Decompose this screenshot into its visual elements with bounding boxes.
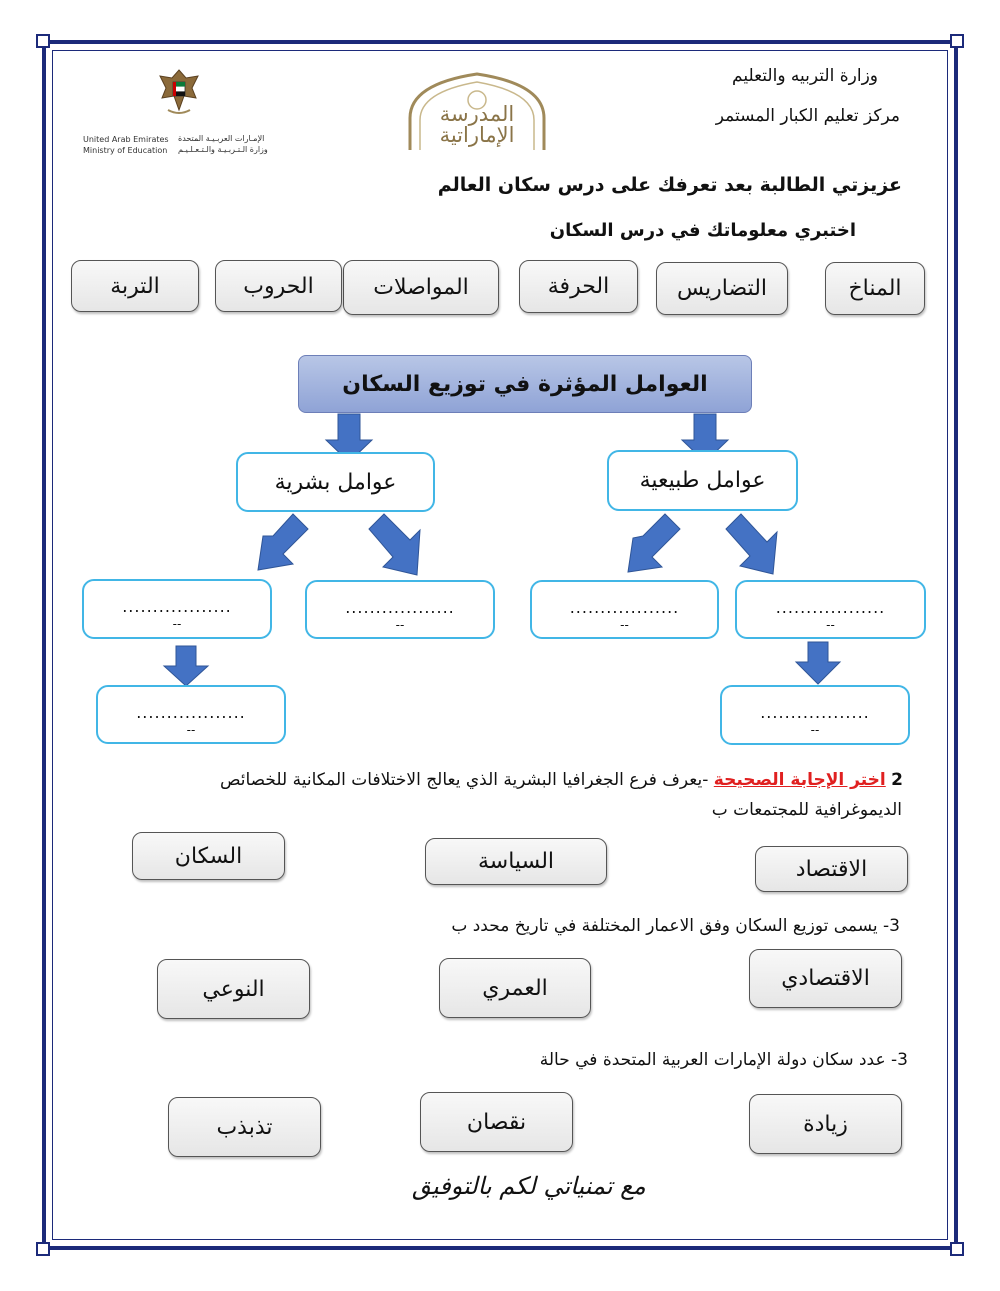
blank-dots: .................. (775, 598, 886, 617)
logo-en-line-1: United Arab Emirates (83, 135, 169, 144)
q2-option-population[interactable]: السكان (132, 832, 285, 880)
question-3-text: 3- يسمى توزيع السكان وفق الاعمار المختلفة في تاريخ محدد ب (451, 916, 900, 936)
blank-box-6[interactable] (720, 685, 910, 745)
logo-en-line-2: Ministry of Education (83, 146, 168, 155)
blank-dots: .................. (345, 598, 455, 617)
question-2-line-2: الديموغرافية للمجتمعات ب (711, 800, 902, 820)
q4-option-decrease[interactable]: نقصان (420, 1092, 573, 1152)
arrow-human-left (258, 514, 308, 570)
blank-box-5[interactable] (96, 685, 286, 744)
question-2-instruction: اختر الإجابة الصحيحة (713, 770, 886, 790)
intro-line-2: اختبري معلوماتك في درس السكان (549, 220, 856, 241)
question-2-line-1 (220, 770, 903, 790)
word-bank-item-wars[interactable]: الحروب (215, 260, 342, 312)
arrow-natural-down (796, 642, 840, 684)
q2-option-politics[interactable]: السياسة (425, 838, 607, 885)
word-bank-item-craft[interactable]: الحرفة (519, 260, 638, 313)
blank-dash: -- (186, 723, 196, 737)
blank-dash: -- (172, 617, 182, 631)
blank-dots: .................. (760, 703, 870, 722)
q3-option-economic[interactable]: الاقتصادي (749, 949, 902, 1008)
blank-dots: .................. (569, 598, 680, 617)
diagram-natural-box: عوامل طبيعية (607, 450, 798, 511)
question-4-text: 3- عدد سكان دولة الإمارات العربية المتحدة في حالة (539, 1050, 908, 1070)
arrow-natural-left (628, 514, 680, 572)
q2-option-economy[interactable]: الاقتصاد (755, 846, 908, 892)
arrow-human-down (164, 646, 208, 686)
arrow-natural-right (726, 514, 777, 574)
arrow-human-right (369, 514, 420, 575)
diagram-human-box: عوامل بشرية (236, 452, 435, 512)
word-bank-item-terrain[interactable]: التضاريس (656, 262, 788, 315)
school-logo-text: المدرسة الإماراتية (439, 102, 515, 147)
blank-box-4[interactable] (735, 580, 926, 639)
blank-dash: -- (395, 618, 405, 632)
word-bank-item-transport[interactable]: المواصلات (343, 260, 499, 315)
ministry-name: وزارة التربيه والتعليم (732, 66, 878, 86)
word-bank-item-soil[interactable]: التربة (71, 260, 199, 312)
intro-line-1: عزيزتي الطالبة بعد تعرفك على درس سكان العالم (437, 174, 902, 196)
logo-ar-line-1: الإمـارات العربـيـة المتحدة (178, 134, 265, 143)
blank-box-2[interactable] (305, 580, 495, 639)
q3-option-gender[interactable]: النوعي (157, 959, 310, 1019)
blank-dots: .................. (136, 703, 246, 722)
center-name: مركز تعليم الكبار المستمر (715, 106, 900, 126)
blank-dots: .................. (122, 597, 232, 616)
q4-option-increase[interactable]: زيادة (749, 1094, 902, 1154)
blank-dash: -- (620, 618, 629, 632)
blank-box-1[interactable] (82, 579, 272, 639)
blank-dash: -- (810, 723, 820, 737)
closing-wish: مع تمنياتي لكم بالتوفيق (412, 1172, 646, 1200)
q3-option-age[interactable]: العمري (439, 958, 591, 1018)
question-2-number: 2 (891, 770, 903, 790)
question-2-text: -يعرف فرع الجغرافيا البشرية الذي يعالج الاختلافات المكانية للخصائص (219, 770, 709, 790)
diagram-main-box: العوامل المؤثرة في توزيع السكان (298, 355, 752, 413)
blank-box-3[interactable] (530, 580, 719, 639)
logo-ar-line-2: وزارة الـتـربـيـة والـتـعـلـيـم (178, 145, 268, 154)
q4-option-fluctuation[interactable]: تذبذب (168, 1097, 321, 1157)
word-bank-item-climate[interactable]: المناخ (825, 262, 925, 315)
blank-dash: -- (826, 618, 835, 632)
